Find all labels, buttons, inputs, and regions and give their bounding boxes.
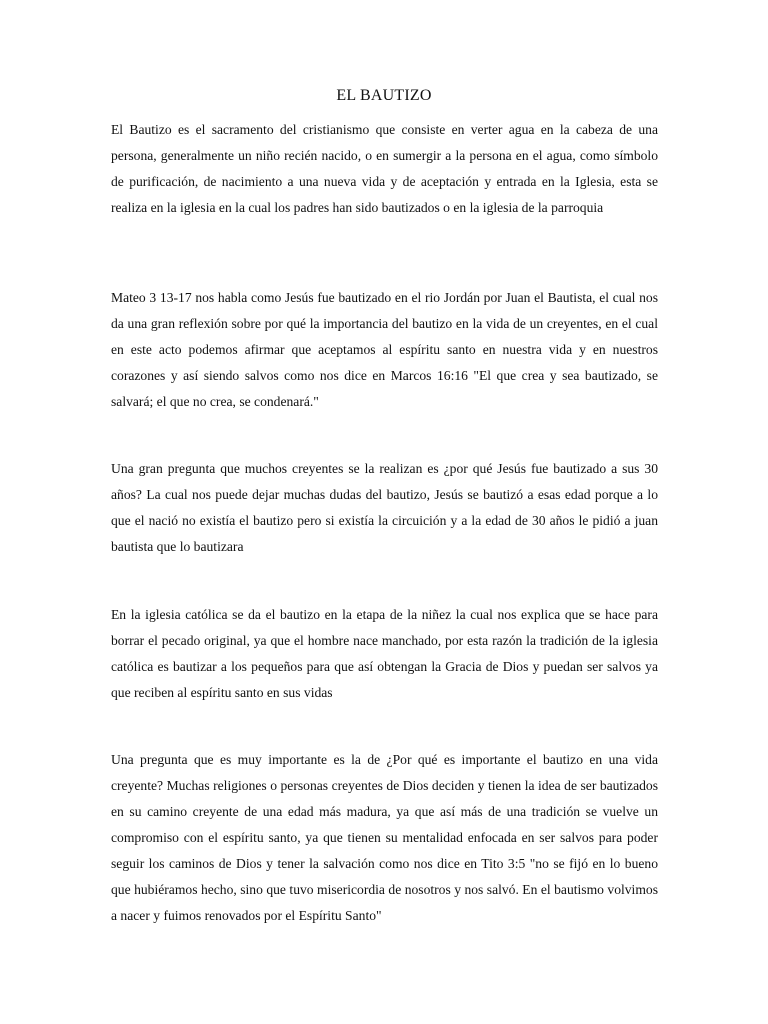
paragraph-2: Mateo 3 13-17 nos habla como Jesús fue bautizado en el rio Jordán por Juan el Bautista, el cual nos da una gran reflexión sobre por qué la importancia del bautizo en la vida de un creyentes, en el cual en este acto podemos afirmar que aceptamos al espíritu santo en nuestra vida y en nuestros corazones y así siendo salvos como nos dice en Marcos 16:16 "El que crea y sea bautizado, se salvará; el que no crea, se condenará." (111, 289, 658, 409)
paragraph-1: El Bautizo es el sacramento del cristianismo que consiste en verter agua en la cabeza de una persona, generalmente un niño recién nacido, o en sumergir a la persona en el agua, como símbolo de purificación, de nacimiento a una nueva vida y de aceptación y entrada en la Iglesia, esta se realiza en la iglesia en la cual los padres han sido bautizados o en la iglesia de la parroquia (111, 121, 658, 215)
paragraph-3: Una gran pregunta que muchos creyentes se la realizan es ¿por qué Jesús fue bautizado a sus 30 años? La cual nos puede dejar muchas dudas del bautizo, Jesús se bautizó a esas edad porque a lo que el nació no existía el bautizo pero si existía la circuición y a la edad de 30 años le pidió a juan bautista que lo bautizara (111, 460, 658, 554)
paragraph-4: En la iglesia católica se da el bautizo en la etapa de la niñez la cual nos explica que se hace para borrar el pecado original, ya que el hombre nace manchado, por esta razón la tradición de la iglesia católica es bautizar a los pequeños para que así obtengan la Gracia de Dios y puedan ser salvos ya que reciben al espíritu santo en sus vidas (111, 606, 658, 700)
paragraph-5: Una pregunta que es muy importante es la de ¿Por qué es importante el bautizo en una vida creyente? Muchas religiones o personas creyentes de Dios deciden y tienen la idea de ser bautizados en su camino creyente de una edad más madura, ya que así más de una tradición se vuelve un compromiso con el espíritu santo, ya que tienen su mentalidad enfocada en ser salvos para poder seguir los caminos de Dios y tener la salvación como nos dice en Tito 3:5 "no se fijó en lo bueno que hubiéramos hecho, sino que tuvo misericordia de nosotros y nos salvó. En el bautismo volvimos a nacer y fuimos renovados por el Espíritu Santo" (111, 751, 658, 923)
document-title: EL BAUTIZO (336, 87, 432, 104)
